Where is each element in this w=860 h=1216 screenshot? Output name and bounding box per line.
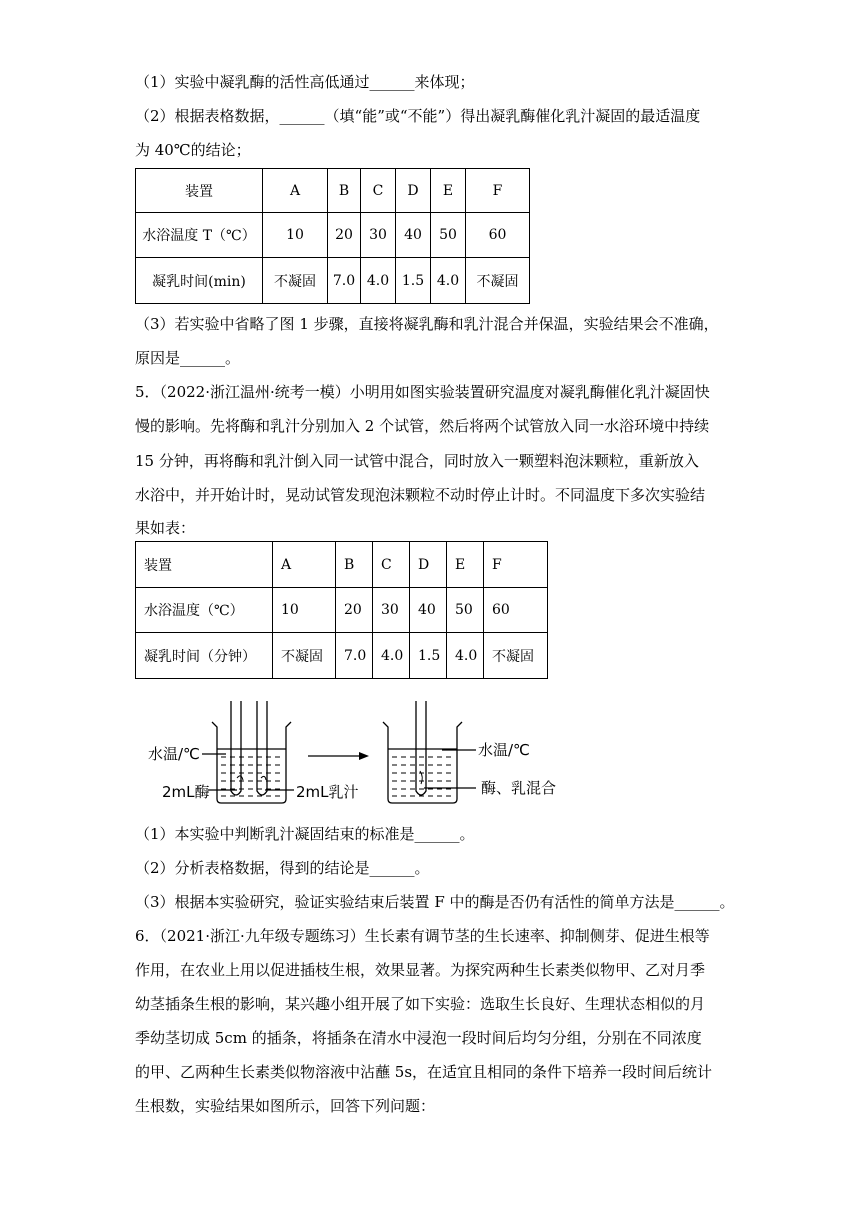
left-beaker xyxy=(212,722,291,803)
table-header-cell: 装置 xyxy=(136,542,273,588)
table-cell: 50 xyxy=(447,588,484,633)
table-cell: 不凝固 xyxy=(466,258,530,304)
table-cell: 10 xyxy=(263,213,328,258)
table-cell: 不凝固 xyxy=(263,258,328,304)
table-row xyxy=(136,542,548,588)
row-label-time: 凝乳时间（分钟） xyxy=(136,633,273,679)
q6-stem-line2: 作用，在农业上用以促进插枝生根，效果显著。为探究两种生长素类似物甲、乙对月季 xyxy=(135,961,706,979)
q5-data-table xyxy=(135,541,548,679)
table-cell: 7.0 xyxy=(328,258,361,304)
q5-stem-line5: 果如表： xyxy=(135,519,196,537)
q5-stem-line2: 慢的影响。先将酶和乳汁分别加入 2 个试管，然后将两个试管放入同一水浴环境中持续 xyxy=(135,417,710,435)
table-cell: 30 xyxy=(361,213,396,258)
q5-stem-line1: 5．（2022·浙江温州·统考一模）小明用如图实验装置研究温度对凝乳酶催化乳汁凝固快 xyxy=(135,383,710,401)
right-water-temp-label: 水温/℃ xyxy=(478,741,530,759)
table-header-cell: D xyxy=(410,542,447,588)
table-cell: 50 xyxy=(431,213,466,258)
table-header-cell: E xyxy=(447,542,484,588)
apparatus-figure xyxy=(140,695,580,810)
table-cell: 30 xyxy=(373,588,410,633)
table-header-cell: C xyxy=(361,169,396,213)
q5-sub3: （3）根据本实验研究，验证实验结束后装置 F 中的酶是否仍有活性的简单方法是______。 xyxy=(135,893,735,911)
milk-label: 2mL乳汁 xyxy=(296,783,359,801)
q4-data-table xyxy=(135,168,530,304)
table-cell: 4.0 xyxy=(431,258,466,304)
table-cell: 1.5 xyxy=(410,633,447,679)
table-row xyxy=(136,169,530,213)
q6-stem-line5: 的甲、乙两种生长素类似物溶液中沾蘸 5s，在适宜且相同的条件下培养一段时间后统计 xyxy=(135,1063,713,1081)
q5-sub2: （2）分析表格数据，得到的结论是______。 xyxy=(135,859,430,877)
table-header-cell: C xyxy=(373,542,410,588)
table-header-cell: A xyxy=(273,542,336,588)
q4-sub2-line1: （2）根据表格数据，______（填“能”或“不能”）得出凝乳酶催化乳汁凝固的最适温度 xyxy=(135,107,701,125)
left-water-temp-label: 水温/℃ xyxy=(148,745,200,763)
table-cell: 60 xyxy=(466,213,530,258)
q5-stem-line4: 水浴中，并开始计时，晃动试管发现泡沫颗粒不动时停止计时。不同温度下多次实验结 xyxy=(135,486,706,504)
table-cell: 4.0 xyxy=(447,633,484,679)
left-beaker-group xyxy=(212,701,291,803)
q6-stem-line3: 幼茎插条生根的影响，某兴趣小组开展了如下实验：选取生长良好、生理状态相似的月 xyxy=(135,995,706,1013)
right-beaker xyxy=(383,722,462,803)
table-row xyxy=(136,258,530,304)
table-cell: 不凝固 xyxy=(273,633,336,679)
q6-stem-line4: 季幼茎切成 5cm 的插条，将插条在清水中浸泡一段时间后均匀分组，分别在不同浓度 xyxy=(135,1029,702,1047)
q5-sub1: （1）本实验中判断乳汁凝固结束的标准是______。 xyxy=(135,825,475,843)
q4-sub2-line2: 为 40℃的结论； xyxy=(135,141,251,159)
table-cell: 60 xyxy=(484,588,548,633)
table-cell: 20 xyxy=(336,588,373,633)
table-cell: 不凝固 xyxy=(484,633,548,679)
table-cell: 10 xyxy=(273,588,336,633)
table-header-cell: E xyxy=(431,169,466,213)
enzyme-label: 2mL酶 xyxy=(162,783,210,801)
right-water-dashes xyxy=(392,757,455,796)
q4-sub3-line2: 原因是______。 xyxy=(135,349,241,367)
arrow-icon xyxy=(308,752,369,760)
table-header-cell: 装置 xyxy=(136,169,263,213)
table-row xyxy=(136,213,530,258)
row-label-time: 凝乳时间(min) xyxy=(136,258,263,304)
table-row xyxy=(136,633,548,679)
table-header-cell: B xyxy=(336,542,373,588)
table-cell: 20 xyxy=(328,213,361,258)
q5-stem-line3: 15 分钟，再将酶和乳汁倒入同一试管中混合，同时放入一颗塑料泡沫颗粒，重新放入 xyxy=(135,452,699,470)
table-cell: 4.0 xyxy=(361,258,396,304)
table-cell: 1.5 xyxy=(396,258,431,304)
table-header-cell: D xyxy=(396,169,431,213)
table-cell: 4.0 xyxy=(373,633,410,679)
q4-sub3-line1: （3）若实验中省略了图 1 步骤，直接将凝乳酶和乳汁混合并保温，实验结果会不准确， xyxy=(135,315,719,333)
row-label-temperature: 水浴温度 T（℃） xyxy=(136,213,263,258)
table-header-cell: F xyxy=(466,169,530,213)
table-header-cell: F xyxy=(484,542,548,588)
table-cell: 40 xyxy=(410,588,447,633)
table-header-cell: A xyxy=(263,169,328,213)
row-label-temperature: 水浴温度（℃） xyxy=(136,588,273,633)
q6-stem-line1: 6．（2021·浙江·九年级专题练习）生长素有调节茎的生长速率、抑制侧芽、促进生根等 xyxy=(135,927,710,945)
table-cell: 40 xyxy=(396,213,431,258)
q4-sub1: （1）实验中凝乳酶的活性高低通过______来体现； xyxy=(135,73,475,91)
table-cell: 7.0 xyxy=(336,633,373,679)
table-row xyxy=(136,588,548,633)
q6-stem-line6: 生根数，实验结果如图所示，回答下列问题： xyxy=(135,1097,436,1115)
mix-label: 酶、乳混合 xyxy=(481,779,557,797)
table-header-cell: B xyxy=(328,169,361,213)
